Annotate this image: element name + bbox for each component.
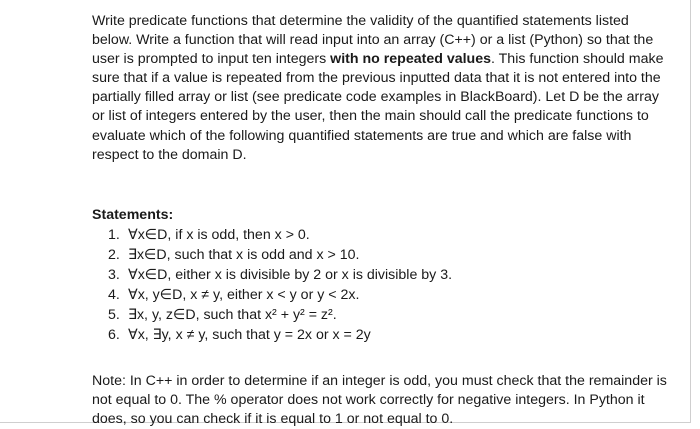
statement-item	[92, 225, 667, 245]
intro-paragraph	[92, 12, 667, 184]
statement-number: 3.	[108, 267, 120, 284]
note-paragraph: Note: In C++ in order to determine if an integer is odd, you must check that the remainder is not equal to 0. The % operator does not work correctly for negative integers. In Python it does, so you can check if it is equal to 1 or not equal to 0.	[92, 373, 667, 428]
statement-number: 6.	[108, 327, 120, 344]
statement-number: 1.	[108, 227, 120, 244]
intro-text-start: Write predicate functions that determine the validity of the quantified statements listed below. Write a function that will read input into an array (C++) or a list (Python) so that the user is prompted to input ten integers	[92, 13, 654, 68]
statement-number: 5.	[108, 307, 120, 324]
statement-text: ∀x, ∃y, x ≠ y, such that y = 2x or x = 2y	[128, 327, 371, 344]
statement-item	[92, 325, 667, 345]
statement-text: ∃x, y, z∈D, such that x² + y² = z².	[128, 307, 337, 324]
statement-number: 4.	[108, 287, 120, 304]
intro-text-bold: with no repeated values	[330, 51, 492, 68]
statement-text: ∀x, y∈D, x ≠ y, either x < y or y < 2x.	[128, 287, 360, 304]
statement-number: 2.	[108, 247, 120, 264]
statement-text: ∃x∈D, such that x is odd and x > 10.	[128, 247, 360, 264]
statements-list	[92, 225, 667, 345]
statement-item	[92, 265, 667, 285]
assignment-text	[92, 12, 667, 429]
statement-item	[92, 305, 667, 325]
statement-item	[92, 245, 667, 265]
intro-text-end: . This function should make sure that if a value is repeated from the previous inputted data that it is not entered into the partially filled array or list (see predicate code examples in BlackBoard). Let D be the array or list of integers entered by the user, then the main should call the predicate functions to evaluate which of the following quantified statements are true and which are false with respect to the domain D.	[92, 51, 664, 163]
statements-heading: Statements:	[92, 207, 174, 223]
statement-text: ∀x∈D, either x is divisible by 2 or x is divisible by 3.	[128, 267, 453, 284]
statement-text: ∀x∈D, if x is odd, then x > 0.	[128, 227, 310, 244]
statement-item	[92, 285, 667, 305]
